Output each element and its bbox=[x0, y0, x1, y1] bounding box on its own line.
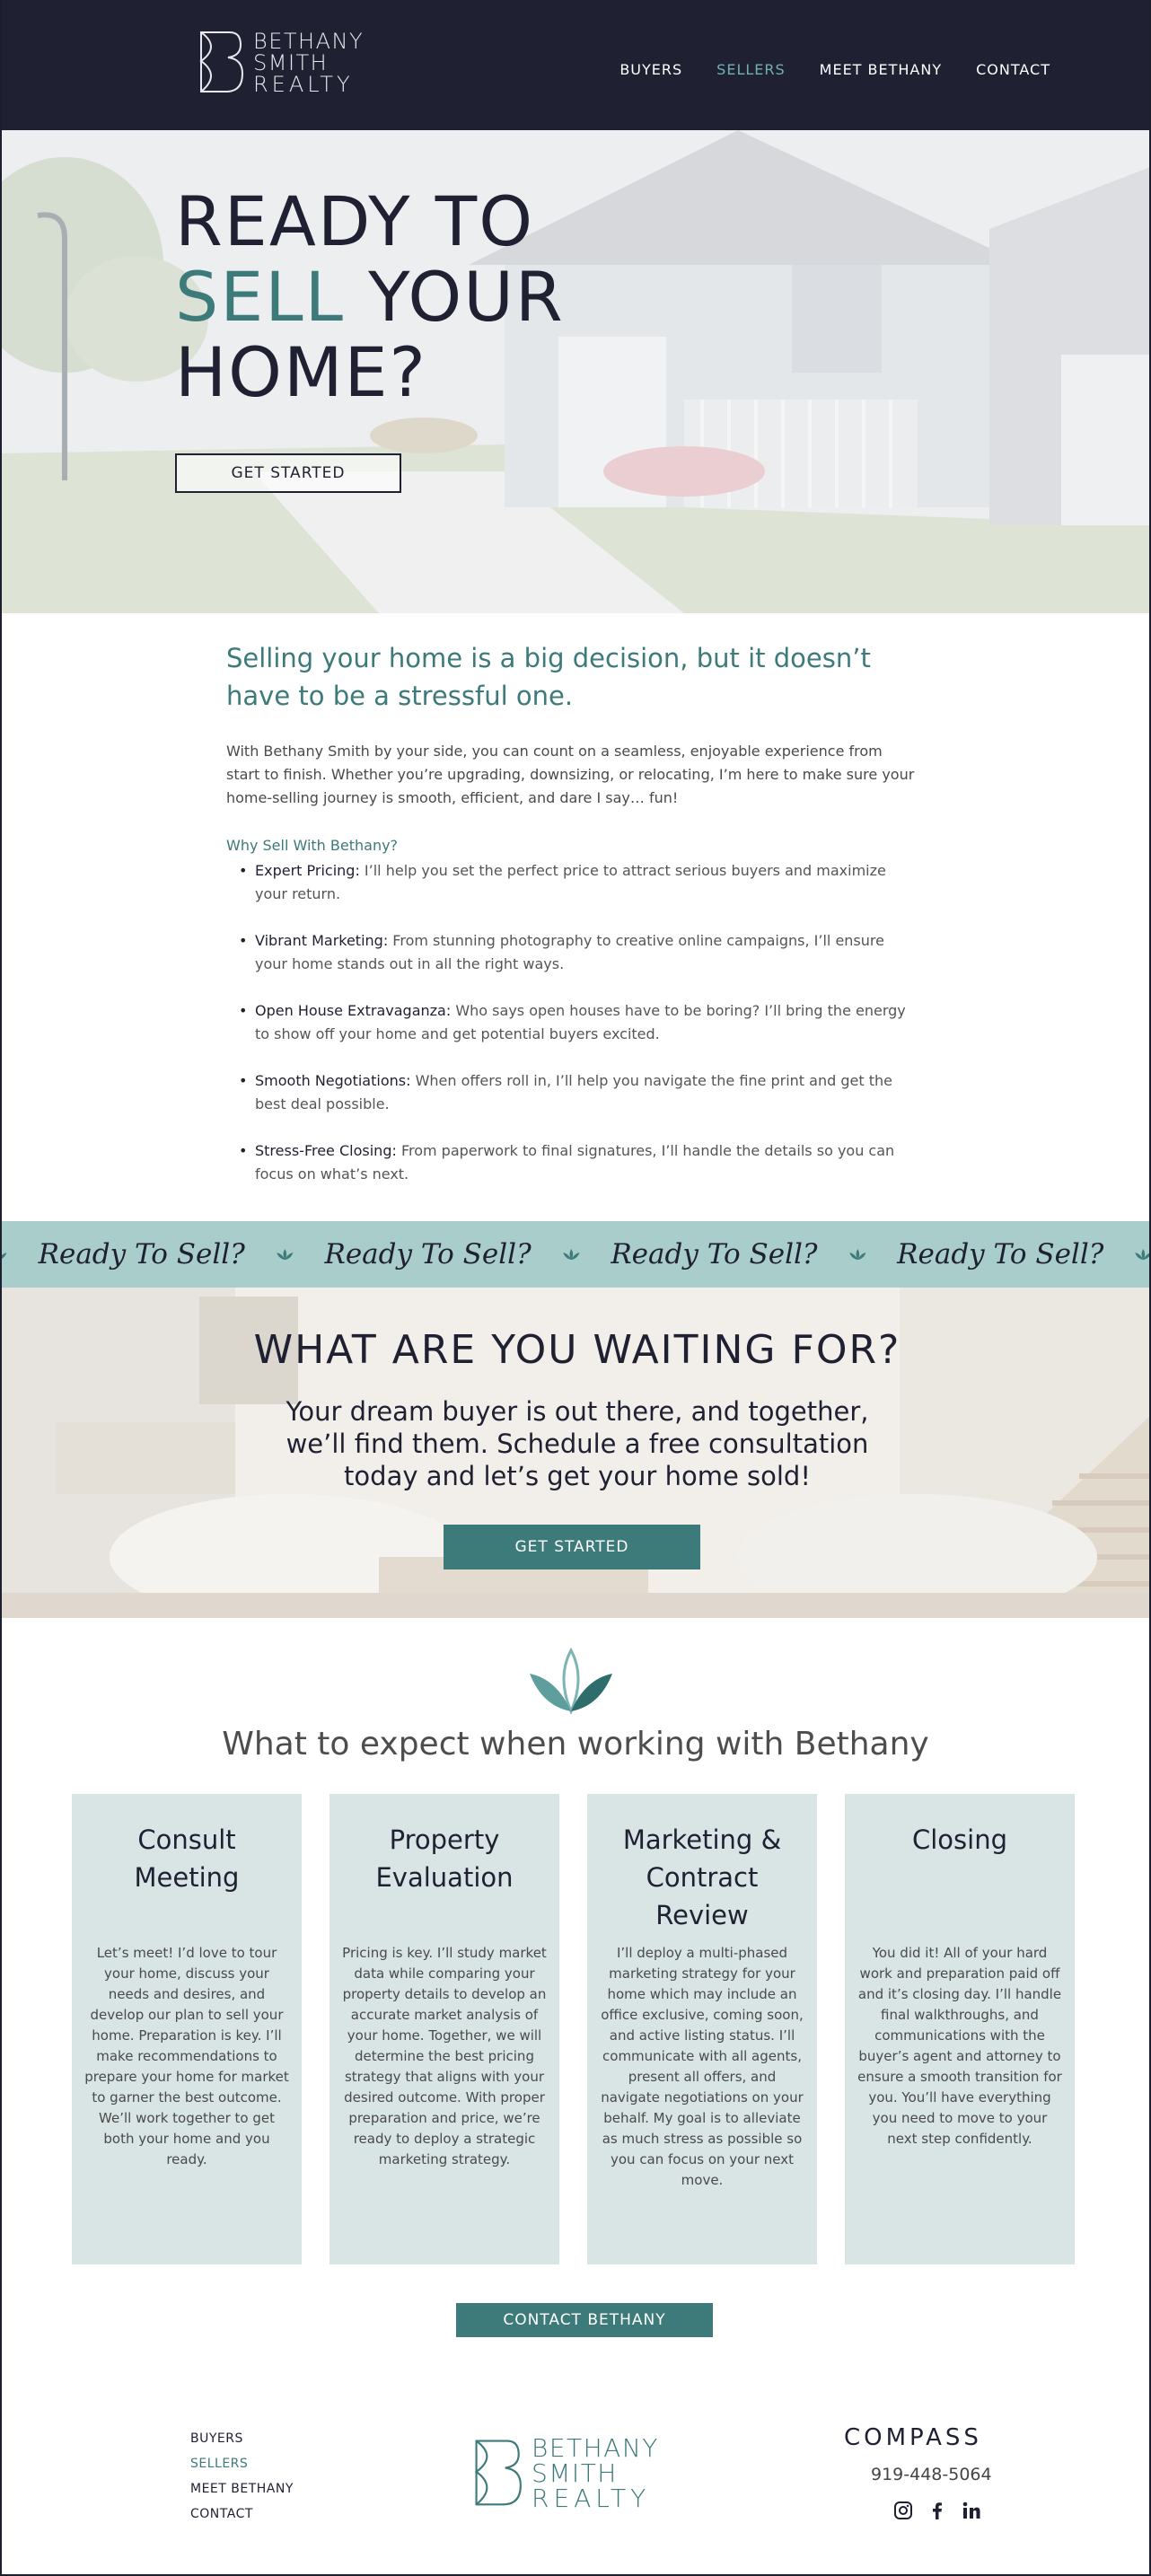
lotus-icon bbox=[524, 1647, 618, 1715]
brand-logo[interactable] bbox=[194, 29, 364, 97]
lotus-icon bbox=[848, 1244, 867, 1265]
reason-label: Stress-Free Closing: bbox=[255, 1142, 397, 1159]
reasons-list bbox=[226, 859, 918, 1186]
lotus-icon bbox=[562, 1244, 581, 1265]
footer-nav-buyers[interactable]: BUYERS bbox=[190, 2431, 243, 2446]
hero-title-line-3: HOME? bbox=[175, 332, 427, 412]
reason-text: When offers roll in, I’ll help you navigate the fine print and get the best deal possible. bbox=[255, 1072, 892, 1112]
compass-logo[interactable]: COMPASS bbox=[844, 2424, 982, 2451]
ticker-text: Ready To Sell? bbox=[897, 1238, 1104, 1270]
reason-item bbox=[255, 1069, 918, 1116]
card-text: You did it! All of your hard work and preparation paid off and it’s closing day. I’ll handle final walkthroughs, and communications with the buyer’s agent and attorney to ensure a smooth transition for you. You’ll have everything you need to move to your next step confidently. bbox=[857, 1945, 1062, 2147]
cta-subtitle: Your dream buyer is out there, and together, we’ll find them. Schedule a free consultation today and let’s get your home sold! bbox=[286, 1396, 869, 1491]
footer-brand-wordmark bbox=[532, 2433, 659, 2513]
phone-number[interactable]: 919-448-5064 bbox=[871, 2465, 992, 2484]
nav-meet-bethany[interactable]: MEET BETHANY bbox=[819, 61, 943, 78]
cta-get-started-button[interactable]: GET STARTED bbox=[444, 1525, 700, 1569]
reason-label: Smooth Negotiations: bbox=[255, 1072, 411, 1089]
cta-section bbox=[2, 1288, 1151, 1618]
hero-title bbox=[175, 181, 565, 412]
reason-label: Expert Pricing: bbox=[255, 862, 360, 879]
ticker-text: Ready To Sell? bbox=[611, 1238, 818, 1270]
bs-monogram-icon bbox=[469, 2435, 523, 2512]
brand-line-3: REALTY bbox=[532, 2484, 651, 2513]
reason-item bbox=[255, 859, 918, 906]
contact-bethany-button[interactable]: CONTACT BETHANY bbox=[456, 2303, 713, 2337]
reason-item bbox=[255, 929, 918, 976]
ticker-text: Ready To Sell? bbox=[38, 1238, 245, 1270]
linkedin-icon[interactable] bbox=[961, 2500, 982, 2521]
footer-nav bbox=[190, 2426, 294, 2527]
hero-title-line-2: YOUR bbox=[344, 257, 565, 337]
process-card-closing bbox=[845, 1794, 1075, 2264]
card-text: Pricing is key. I’ll study market data while comparing your property details to develop an accurate market analysis of your home. Together, we will determine the best pricing strategy that aligns with your desired outcome. With proper preparation and price, we’re ready to deploy a strategic marketing strategy. bbox=[342, 1945, 547, 2167]
footer-nav-sellers[interactable]: SELLERS bbox=[190, 2457, 249, 2471]
card-title: Closing bbox=[911, 1824, 1007, 1855]
brand-line-1: BETHANY bbox=[253, 29, 365, 54]
card-text: Let’s meet! I’d love to tour your home, discuss your needs and desires, and develop our plan to sell your home. Preparation is key. I’ll make recommendations to prepare your home for market to garner the best outcome. We’ll work together to get both your home and you ready. bbox=[84, 1945, 289, 2167]
lotus-icon bbox=[276, 1244, 294, 1265]
cta-title: WHAT ARE YOU WAITING FOR? bbox=[253, 1327, 901, 1373]
brand-line-3: REALTY bbox=[253, 72, 354, 97]
reason-text: Who says open houses have to be boring? I’ll bring the energy to show off your home and get potential buyers excited. bbox=[255, 1002, 906, 1042]
nav-contact[interactable]: CONTACT bbox=[976, 61, 1050, 78]
hero-house-image bbox=[2, 130, 1149, 613]
brand-wordmark bbox=[253, 31, 364, 95]
ticker-text: Ready To Sell? bbox=[324, 1238, 532, 1270]
intro-section bbox=[226, 639, 918, 1209]
card-title: Property Evaluation bbox=[375, 1824, 514, 1893]
expect-title: What to expect when working with Bethany bbox=[222, 1726, 929, 1763]
instagram-icon[interactable] bbox=[892, 2500, 914, 2521]
process-cards bbox=[72, 1794, 1075, 2264]
facebook-icon[interactable] bbox=[927, 2500, 948, 2521]
bs-monogram-icon bbox=[194, 29, 244, 97]
hero-title-accent: SELL bbox=[175, 257, 345, 337]
why-heading: Why Sell With Bethany? bbox=[226, 837, 399, 854]
footer-nav-meet-bethany[interactable]: MEET BETHANY bbox=[190, 2482, 294, 2496]
intro-heading: Selling your home is a big decision, but it doesn’t have to be a stressful one. bbox=[226, 643, 871, 711]
process-card-marketing bbox=[587, 1794, 817, 2264]
site-header bbox=[2, 0, 1149, 130]
hero-section bbox=[2, 130, 1149, 613]
nav-buyers[interactable]: BUYERS bbox=[619, 61, 683, 78]
reason-text: I’ll help you set the perfect price to attract serious buyers and maximize your return. bbox=[255, 862, 886, 902]
main-nav bbox=[619, 61, 1050, 78]
intro-paragraph: With Bethany Smith by your side, you can count on a seamless, enjoyable experience from start to finish. Whether you’re upgrading, downsizing, or relocating, I’m here to make sure your home-selling journey is smooth, efficient, and dare I say… fun! bbox=[226, 743, 915, 806]
card-text: I’ll deploy a multi-phased marketing strategy for your home which may include an office exclusive, coming soon, and active listing status. I’ll communicate with all agents, present all offers, and navigate negotiations on your behalf. My goal is to alleviate as much stress as possible so you can focus on your next move. bbox=[601, 1945, 804, 2188]
reason-item bbox=[255, 999, 918, 1046]
reason-text: From paperwork to final signatures, I’ll handle the details so you can focus on what’s next. bbox=[255, 1142, 895, 1182]
process-card-consult bbox=[72, 1794, 302, 2264]
hero-get-started-button[interactable]: GET STARTED bbox=[175, 453, 401, 493]
lotus-icon bbox=[2, 1244, 8, 1265]
ready-to-sell-ticker bbox=[2, 1221, 1151, 1288]
footer-brand-logo[interactable] bbox=[469, 2435, 659, 2512]
hero-title-line-1: READY TO bbox=[175, 181, 535, 261]
brand-line-2: SMITH bbox=[532, 2458, 618, 2488]
process-card-evaluation bbox=[329, 1794, 559, 2264]
reason-text: From stunning photography to creative online campaigns, I’ll ensure your home stands out in all the right ways. bbox=[255, 932, 884, 972]
footer-nav-contact[interactable]: CONTACT bbox=[190, 2507, 253, 2521]
brand-line-2: SMITH bbox=[253, 50, 329, 75]
card-title: Consult Meeting bbox=[134, 1824, 240, 1893]
card-title: Marketing & Contract Review bbox=[622, 1824, 782, 1930]
brand-line-1: BETHANY bbox=[532, 2433, 659, 2463]
social-links bbox=[892, 2500, 982, 2521]
reason-label: Open House Extravaganza: bbox=[255, 1002, 452, 1019]
nav-sellers[interactable]: SELLERS bbox=[716, 61, 786, 78]
reason-label: Vibrant Marketing: bbox=[255, 932, 389, 949]
reason-item bbox=[255, 1139, 918, 1186]
lotus-icon bbox=[1134, 1244, 1151, 1265]
